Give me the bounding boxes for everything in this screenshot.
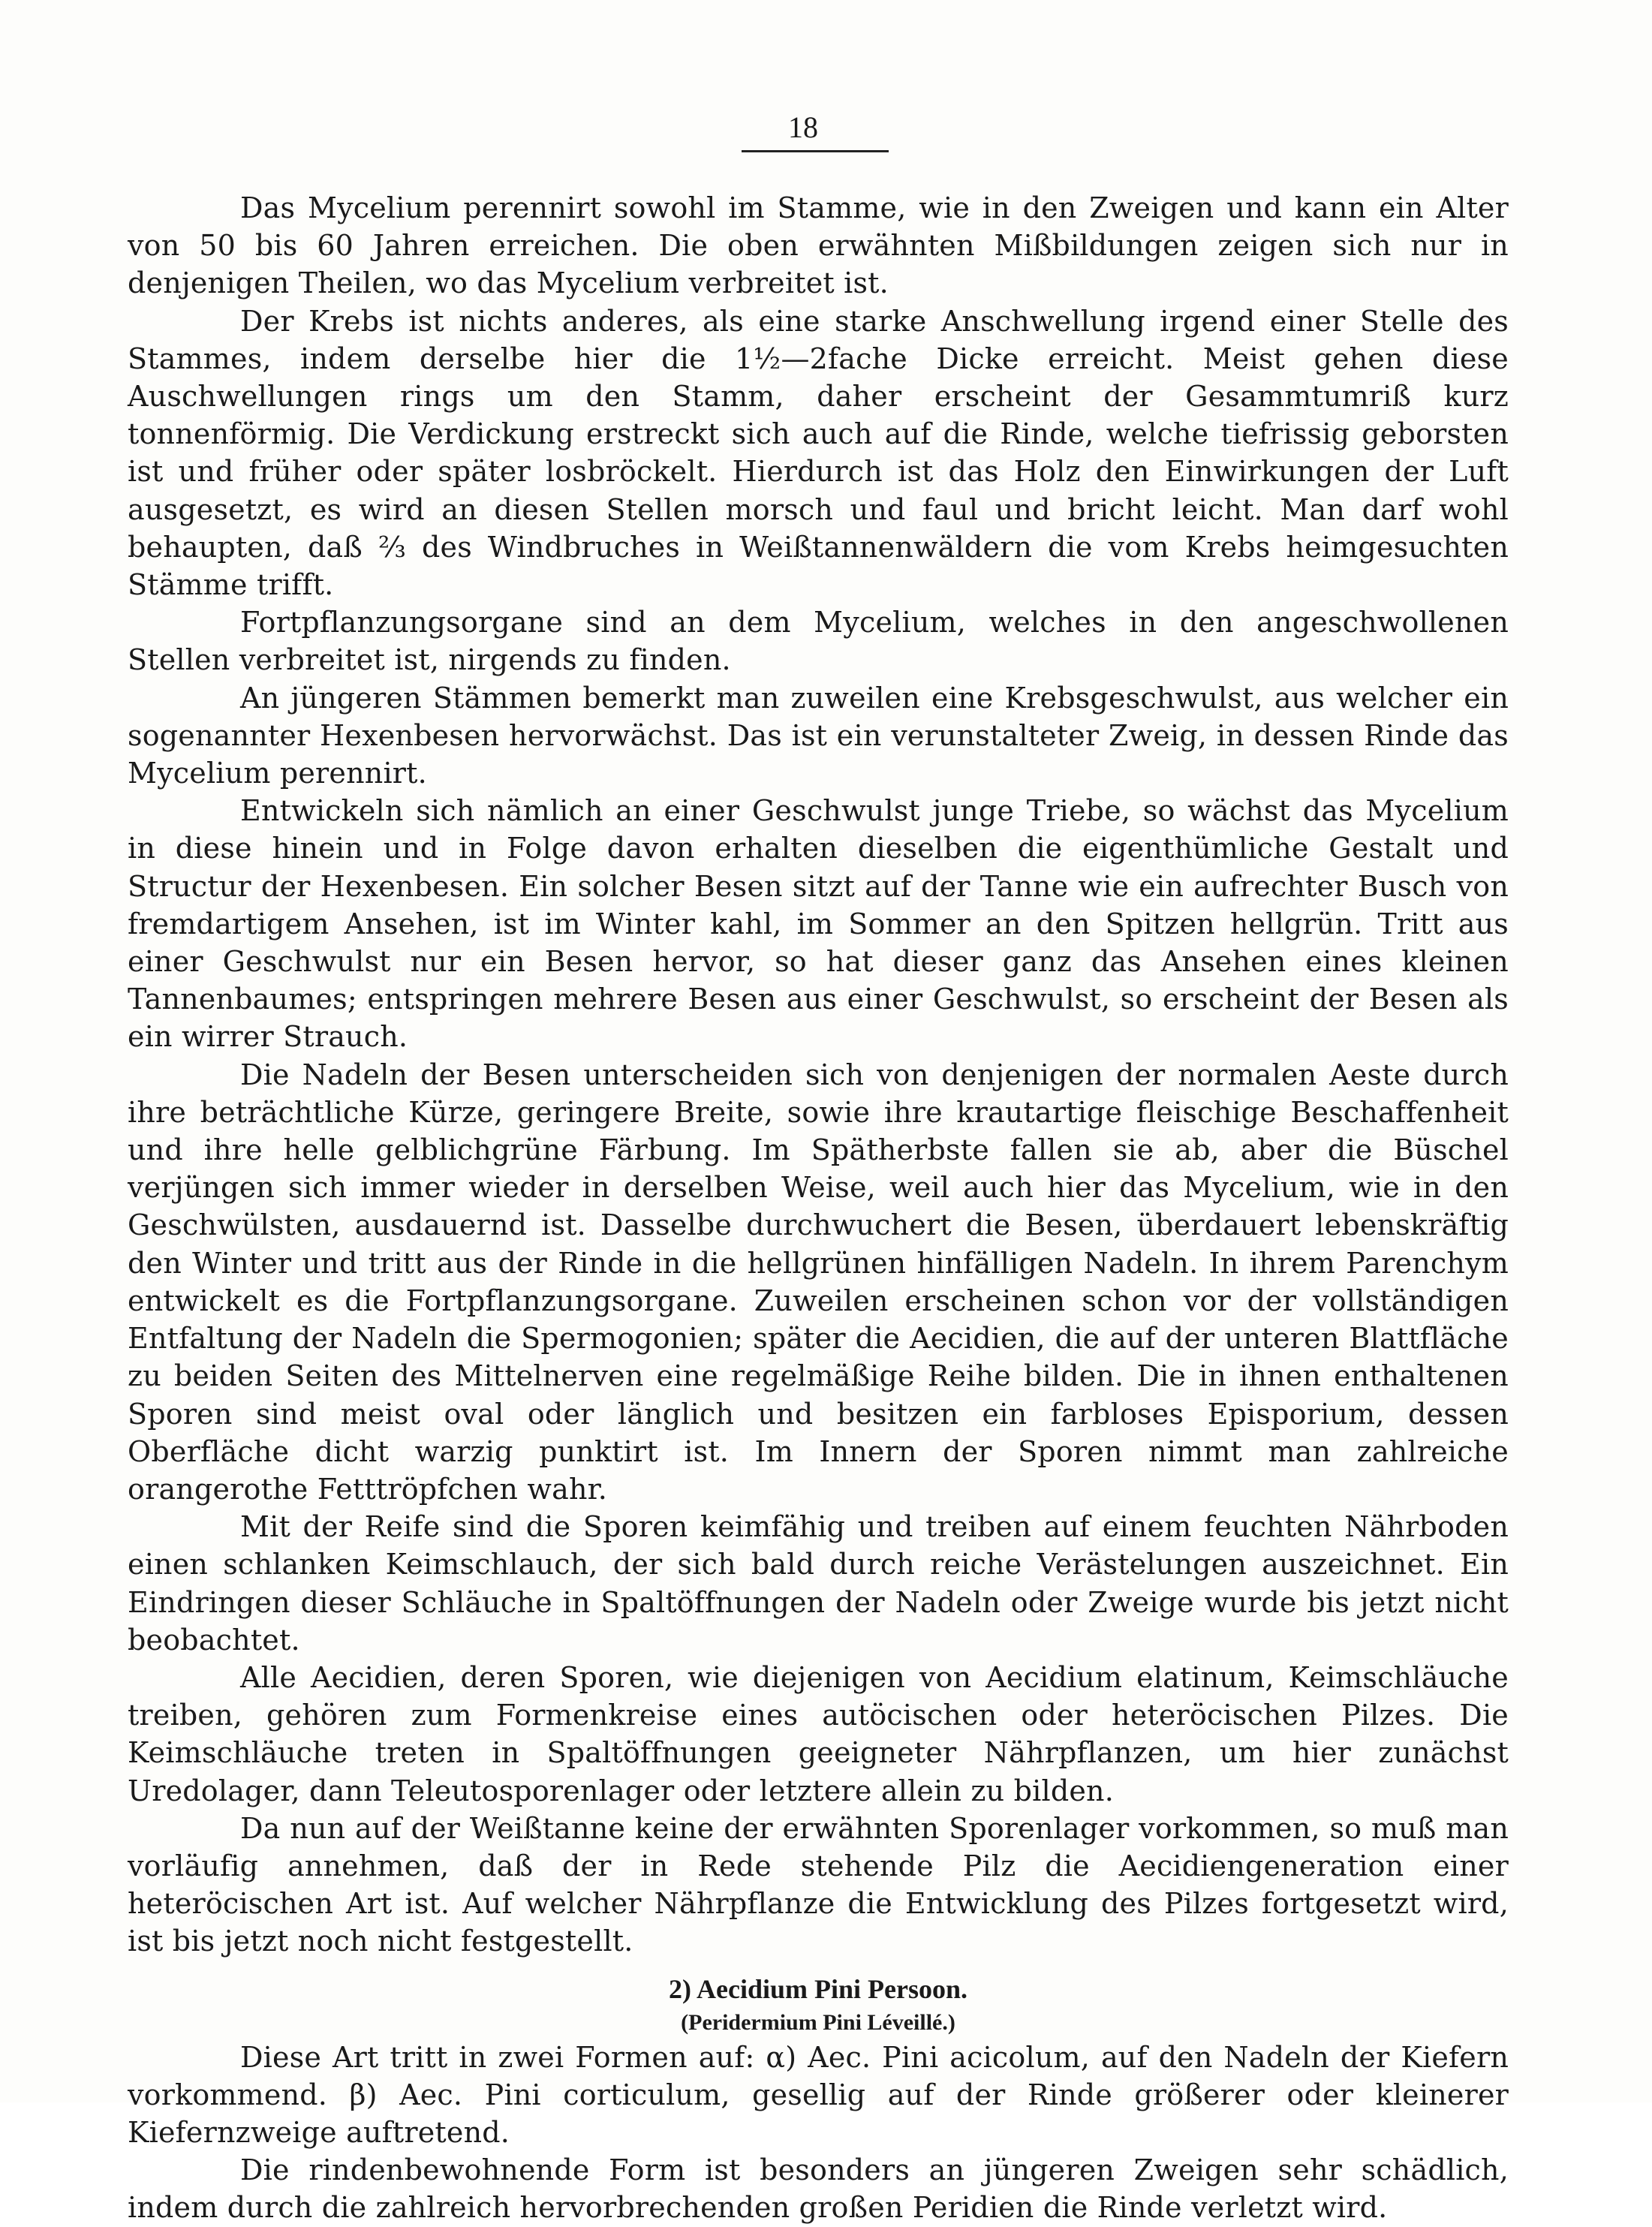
paragraph: Die rindenbewohnende Form ist besonders an jüngeren Zweigen sehr schädlich, indem durch die zahlreich hervorbrechenden großen Peridien die Rinde verletzt wird. bbox=[128, 2153, 1509, 2225]
paragraph: Das Mycelium perennirt sowohl im Stamme, wie in den Zweigen und kann ein Alter von 50 bis 60 Jahren erreichen. Die oben erwähnten Mißbildungen zeigen sich nur in denjenigen Theilen, wo das Mycelium verbreitet ist. bbox=[128, 191, 1509, 300]
section-title: 2) Aecidium Pini Persoon. bbox=[669, 1973, 967, 2004]
paragraph: Mit der Reife sind die Sporen keimfähig und treiben auf einem feuchten Nährboden einen schlanken Keimschlauch, der sich bald durch reiche Verästelungen auszeichnet. Ein Eindringen dieser Schläuche in Spaltöffnungen der Nadeln oder Zweige wurde bis jetzt nicht beobachtet. bbox=[128, 1510, 1509, 1657]
header-rule bbox=[742, 150, 889, 152]
paragraph: Die Nadeln der Besen unterscheiden sich von denjenigen der normalen Aeste durch ihre beträchtliche Kürze, geringere Breite, sowie ihre krautartige fleischige Beschaffenheit und ihre helle gelblichgrüne Färbung. Im Spätherbste fallen sie ab, aber die Büschel verjüngen sich immer wieder in derselben Weise, weil auch hier das Mycelium, wie in den Geschwülsten, ausdauernd ist. Dasselbe durchwuchert die Besen, überdauert lebenskräftig den Winter und tritt aus der Rinde in die hellgrünen hinfälligen Nadeln. In ihrem Parenchym entwickelt es die Fortpflanzungsorgane. Zuweilen erscheinen schon vor der vollständigen Entfaltung der Nadeln die Spermogonien; später die Aecidien, die auf der unteren Blattfläche zu beiden Seiten des Mittelnerven eine regelmäßige Reihe bilden. Die in ihnen enthaltenen Sporen sind meist oval oder länglich und besitzen ein farbloses Episporium, dessen Oberfläche dicht warzig punktirt ist. Im Innern der Sporen nimmt man zahlreiche orangerothe Fetttröpfchen wahr. bbox=[128, 1058, 1509, 1506]
paragraph: Alle Aecidien, deren Sporen, wie diejenigen von Aecidium elatinum, Keimschläuche treiben, gehören zum Formenkreise eines autöcischen oder heteröcischen Pilzes. Die Keimschläuche treten in Spaltöffnungen geeigneter Nährpflanzen, um hier zunächst Uredolager, dann Teleutosporenlager oder letztere allein zu bilden. bbox=[128, 1660, 1509, 1807]
paragraph: Fortpflanzungsorgane sind an dem Mycelium, welches in den angeschwollenen Stellen verbreitet ist, nirgends zu finden. bbox=[128, 606, 1509, 677]
paragraph: An jüngeren Stämmen bemerkt man zuweilen eine Krebsgeschwulst, aus welcher ein sogenannter Hexenbesen hervorwächst. Das ist ein verunstalteter Zweig, in dessen Rinde das Mycelium perennirt. bbox=[128, 681, 1509, 790]
paragraph: Diese Art tritt in zwei Formen auf: α) Aec. Pini acicolum, auf den Nadeln der Kiefern vorkommend. β) Aec. Pini corticulum, gesellig auf der Rinde größerer oder kleinerer Kiefernzweige auftretend. bbox=[128, 2040, 1509, 2149]
paragraph: Der Krebs ist nichts anderes, als eine starke Anschwellung irgend einer Stelle des Stammes, indem derselbe hier die 1½—2fache Dicke erreicht. Meist gehen diese Auschwellungen rings um den Stamm, daher erscheint der Gesammtumriß kurz tonnenförmig. Die Verdickung erstreckt sich auch auf die Rinde, welche tiefrissig geborsten ist und früher oder später losbröckelt. Hierdurch ist das Holz den Einwirkungen der Luft ausgesetzt, es wird an diesen Stellen morsch und faul und bricht leicht. Man darf wohl behaupten, daß ⅔ des Windbruches in Weißtannenwäldern die vom Krebs heimgesuchten Stämme trifft. bbox=[128, 304, 1509, 602]
paragraph: Entwickeln sich nämlich an einer Geschwulst junge Triebe, so wächst das Mycelium in diese hinein und in Folge davon erhalten dieselben die eigenthümliche Gestalt und Structur der Hexenbesen. Ein solcher Besen sitzt auf der Tanne wie ein aufrechter Busch von fremdartigem Ansehen, ist im Winter kahl, im Sommer an den Spitzen hellgrün. Tritt aus einer Geschwulst nur ein Besen hervor, so hat dieser ganz das Ansehen eines kleinen Tannenbaumes; entspringen mehrere Besen aus einer Geschwulst, so erscheint der Besen als ein wirrer Strauch. bbox=[128, 794, 1509, 1054]
paragraph: Da nun auf der Weißtanne keine der erwähnten Sporenlager vorkommen, so muß man vorläufig annehmen, daß der in Rede stehende Pilz die Aecidiengeneration einer heteröcischen Art ist. Auf welcher Nährpflanze die Entwicklung des Pilzes fortgesetzt wird, ist bis jetzt noch nicht festgestellt. bbox=[128, 1811, 1509, 1958]
section-subtitle: (Peridermium Pini Léveillé.) bbox=[681, 2009, 955, 2035]
page-number: 18 bbox=[788, 110, 818, 144]
body-text bbox=[128, 189, 1509, 2227]
